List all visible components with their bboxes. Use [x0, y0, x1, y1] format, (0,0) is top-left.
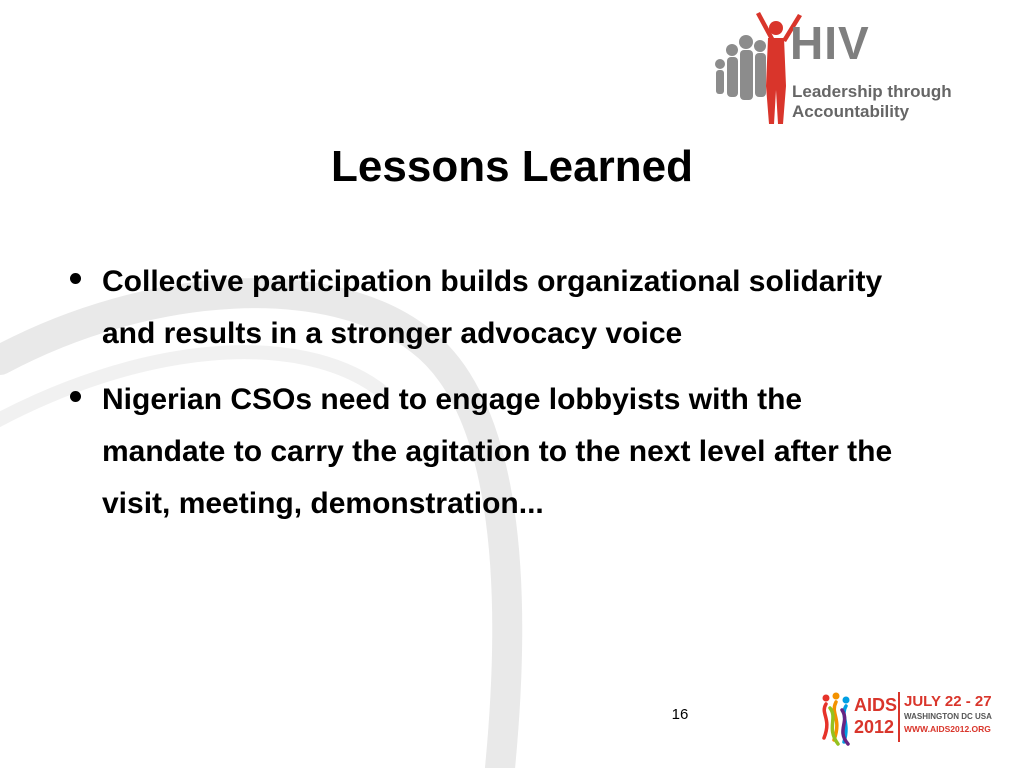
aids-logo-divider [898, 692, 900, 742]
bullet-text: Collective participation builds organizational solidarity and results in a stronger advocacy voice [102, 265, 883, 350]
aids2012-logo [816, 688, 992, 748]
page-number: 16 [671, 706, 689, 723]
aids-event-url: WWW.AIDS2012.ORG [904, 724, 991, 734]
bullet-text: Nigerian CSOs need to engage lobbyists with the mandate to carry the agitation to the next level after the visit, meeting, demonstration... [102, 383, 893, 520]
hiv-leadership-logo [706, 6, 996, 128]
bullet-list [62, 256, 922, 544]
bullet-dot-icon [70, 273, 81, 284]
bullet-item [62, 256, 922, 360]
hiv-tagline-line1: Leadership through [792, 82, 952, 101]
aids-mark-line2: 2012 [854, 717, 895, 737]
aids-event-dates: JULY 22 - 27 [904, 693, 992, 710]
awareness-ribbons-icon [816, 688, 856, 748]
slide-title: Lessons Learned [331, 142, 693, 191]
hiv-wordmark: HIV [790, 17, 870, 69]
hiv-tagline [792, 82, 1002, 122]
aids2012-mark [854, 694, 896, 738]
hiv-tagline-line2: Accountability [792, 102, 910, 121]
bullet-item [62, 374, 922, 530]
aids-event-city: WASHINGTON DC USA [904, 712, 992, 721]
bullet-dot-icon [70, 391, 81, 402]
aids-mark-line1: AIDS [854, 695, 898, 715]
aids-event-info [904, 692, 996, 735]
